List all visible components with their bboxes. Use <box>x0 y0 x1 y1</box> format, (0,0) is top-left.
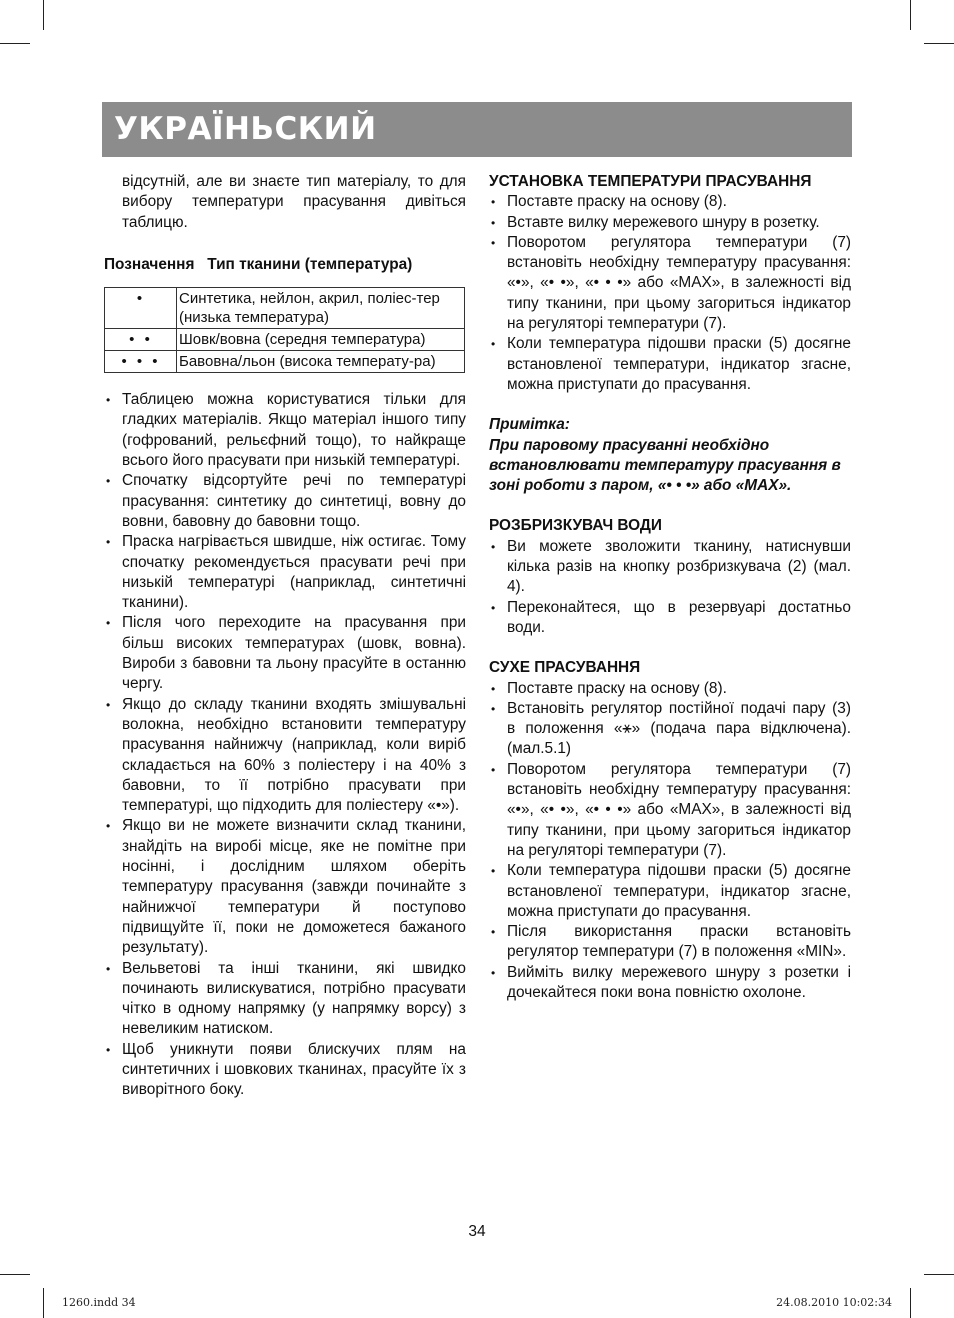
list-item: • Таблицею можна користуватися тільки для гладких матеріалів. Якщо матеріал іншого типу (гофрований, рельєфний тощо), то найкраще всього його прасувати при низькій температурі. <box>104 390 466 471</box>
page-number: 34 <box>468 1223 486 1240</box>
list-item: • Поворотом регулятора температури (7) встановіть необхідну температуру прасування: «•», «• •», «• • •» або «MAX», в залежності від типу тканини, при цьому загориться індикатор на регуляторі температури (7). <box>489 233 851 334</box>
list-item: • Вельветові та інші тканини, які швидко починають вилискуватися, потрібно прасувати чітко в одному напрямку (у напрямку ворсу) з невеликим натиском. <box>104 959 466 1040</box>
table-row <box>105 351 465 373</box>
list-item: • Після чого переходите на прасування при більш високих температурах (шовк, вовна). Вироби з бавовни та льону прасуйте в останню чергу. <box>104 613 466 694</box>
fabric-type: Синтетика, нейлон, акрил, поліес-тер (низька температура) <box>177 288 465 329</box>
crop-mark <box>910 0 911 30</box>
table-row <box>105 288 465 329</box>
section-title-temperature: УСТАНОВКА ТЕМПЕРАТУРИ ПРАСУВАННЯ <box>489 173 812 190</box>
left-column <box>104 172 466 1101</box>
temperature-symbol: • <box>105 288 177 329</box>
list-item: • Встановіть регулятор постійної подачі пару (3) в положення «⚹» (подача пара відключена). (мал.5.1) <box>489 699 851 760</box>
crop-mark <box>0 43 30 44</box>
temperature-steps-list <box>489 192 851 395</box>
language-header <box>102 102 852 157</box>
table-heading-symbol: Позначення <box>104 255 195 273</box>
crop-mark <box>924 43 954 44</box>
temperature-symbol: • • <box>105 329 177 351</box>
spacer <box>489 638 851 658</box>
fabric-type: Шовк/вовна (середня температура) <box>177 329 465 351</box>
list-item: • Вставте вилку мережевого шнуру в розетку. <box>489 213 851 233</box>
crop-mark <box>910 1288 911 1318</box>
temperature-symbol: • • • <box>105 351 177 373</box>
table-heading-type: Тип тканини (температура) <box>207 255 413 273</box>
list-item: • Переконайтеся, що в резервуарі достатньо води. <box>489 598 851 639</box>
list-item: • Ви можете зволожити тканину, натиснувши кілька разів на кнопку розбризкувача (2) (мал. 4). <box>489 537 851 598</box>
right-column <box>489 172 851 1003</box>
list-item: • Якщо до складу тканини входять змішувальні волокна, необхідно встановити температуру прасування найнижчу (наприклад, коли виріб складається на 60% з поліестеру і на 40% з бавовни, то її потрібно прасувати при температурі, що підходить для поліестеру «•»). <box>104 695 466 817</box>
list-item: • Поставте праску на основу (8). <box>489 679 851 699</box>
spacer <box>489 496 851 516</box>
list-item: • Спочатку відсортуйте речі по температурі прасування: синтетику до синтетиці, вовну до вовни, бавовну до бавовни тощо. <box>104 471 466 532</box>
list-item: • Щоб уникнути появи блискучих плям на синтетичних і шовкових тканинах, прасуйте їх з виворітного боку. <box>104 1040 466 1101</box>
spacer <box>489 395 851 415</box>
sprayer-steps-list <box>489 537 851 638</box>
crop-mark <box>0 1274 30 1275</box>
fabric-type: Бавовна/льон (висока температу-ра) <box>177 351 465 373</box>
list-item: • Коли температура підошви праски (5) досягне встановленої температури, індикатор згасне, можна приступати до прасування. <box>489 861 851 922</box>
file-slug: 1260.indd 34 <box>62 1296 136 1309</box>
list-item: • Праска нагрівається швидше, ніж остигає. Тому спочатку рекомендується прасувати речі при низькій температурі (наприклад, синтетичні тканини). <box>104 532 466 613</box>
note-label: Примітка: <box>489 416 570 434</box>
section-title-sprayer: РОЗБРИЗКУВАЧ ВОДИ <box>489 517 662 535</box>
list-item: • Поставте праску на основу (8). <box>489 192 851 212</box>
note-text: При паровому прасуванні необхідно встановлювати температуру прасування в зоні роботи з паром, «• • •» або «MAX». <box>489 436 841 495</box>
list-item: • Вийміть вилку мережевого шнуру з розетки і дочекайтеся поки вона повністю охолоне. <box>489 963 851 1004</box>
crop-mark <box>43 0 44 30</box>
table-heading <box>104 255 466 275</box>
fabric-table <box>104 287 465 373</box>
ironing-tips-list <box>104 390 466 1100</box>
list-item: • Коли температура підошви праски (5) досягне встановленої температури, індикатор згасне, можна приступати до прасування. <box>489 334 851 395</box>
dry-ironing-steps-list <box>489 679 851 1004</box>
list-item: • Поворотом регулятора температури (7) встановіть необхідну температуру прасування: «•», «• •», «• • •» або «MAX», в залежності від типу тканини, при цьому загориться індикатор на регуляторі температури (7). <box>489 760 851 861</box>
list-item: • Якщо ви не можете визначити склад тканини, знайдіть на виробі місце, яке не помітне при носінні, і дослідним шляхом оберіть температуру прасування (завжди починайте з найнижчої температури й поступово підвищуйте її, поки не доможетеся бажаного результату). <box>104 816 466 958</box>
section-title-dry-ironing: СУХЕ ПРАСУВАННЯ <box>489 659 641 677</box>
print-timestamp: 24.08.2010 10:02:34 <box>776 1296 892 1309</box>
table-row <box>105 329 465 351</box>
crop-mark <box>43 1288 44 1318</box>
list-item: • Після використання праски встановіть регулятор температури (7) в положення «MIN». <box>489 922 851 963</box>
page-title: УКРАЇНЬСКИЙ <box>114 111 377 147</box>
crop-mark <box>924 1274 954 1275</box>
intro-paragraph: відсутній, але ви знаєте тип матеріалу, то для вибору температури прасування дивіться таблицю. <box>122 173 466 231</box>
